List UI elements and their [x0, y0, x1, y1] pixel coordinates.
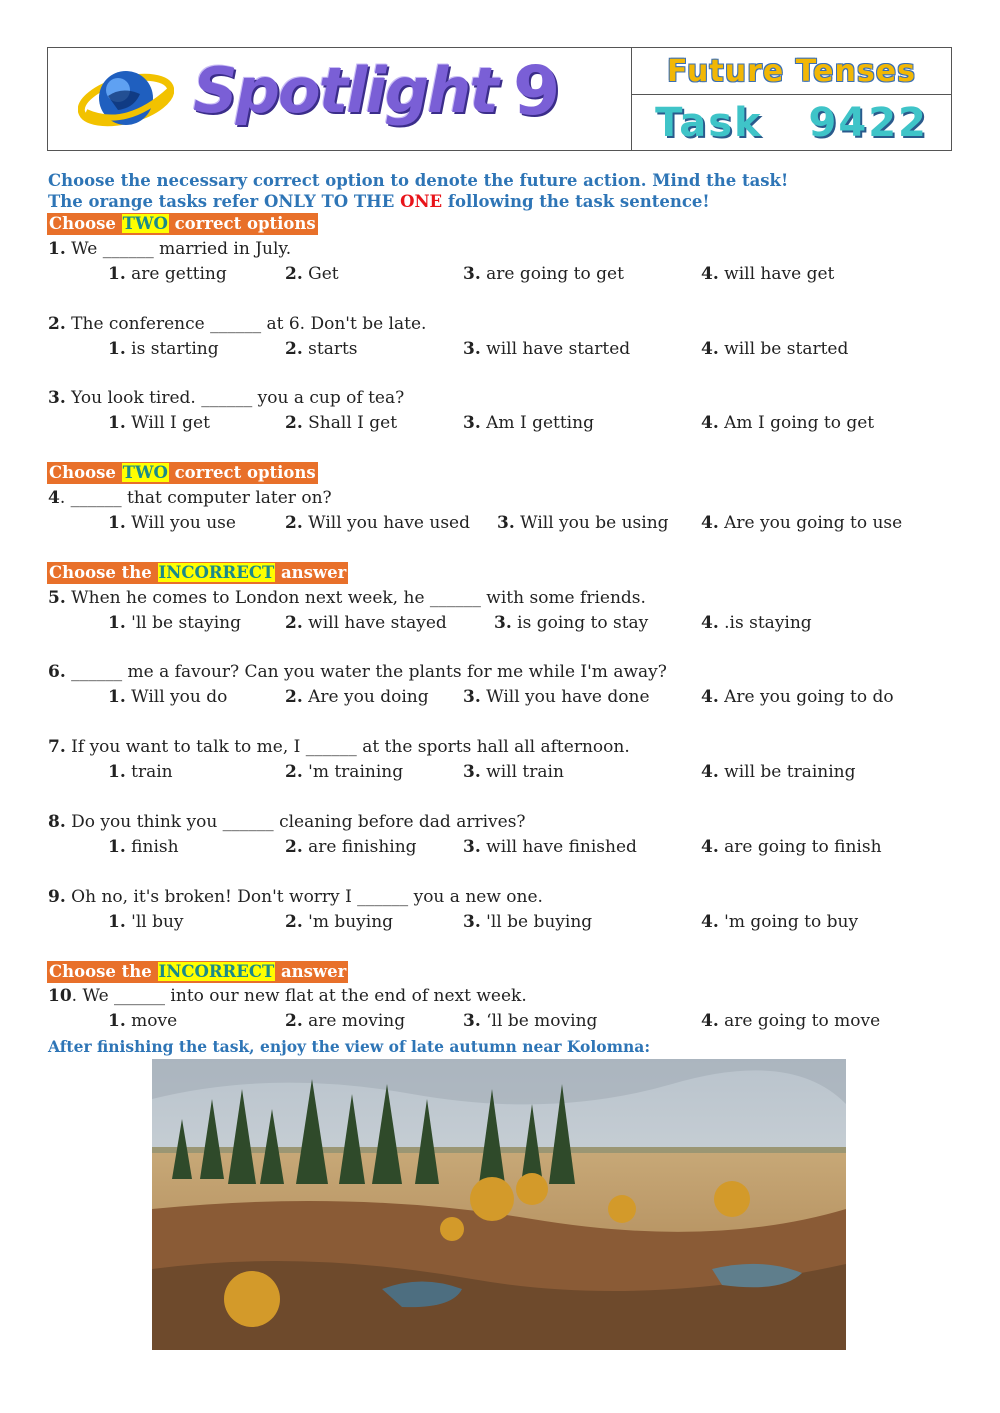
option-number: 1. [108, 264, 126, 284]
instruction-line-1: Choose the necessary correct option to denote the future action. Mind the task! [48, 171, 789, 190]
option-text: are finishing [302, 837, 417, 857]
question-sentence: When he comes to London next week, he ______ with some friends. [65, 588, 646, 608]
question-text [48, 239, 291, 259]
option-number: 1. [108, 687, 126, 707]
banner-highlight: TWO [122, 463, 168, 482]
option-number: 4. [701, 613, 719, 633]
answer-option[interactable] [285, 912, 393, 932]
option-text: 'm buying [302, 912, 394, 932]
option-text: 'll be buying [480, 912, 593, 932]
option-number: 3. [494, 613, 512, 633]
answer-option[interactable] [463, 413, 594, 433]
topic-cell [632, 48, 951, 95]
question-number: 9. [48, 887, 66, 907]
instruction-text-end: following the task sentence! [442, 192, 710, 211]
option-text: are getting [125, 264, 227, 284]
option-number: 1. [108, 339, 126, 359]
answer-option[interactable] [108, 264, 227, 284]
option-number: 2. [285, 687, 303, 707]
question-text [48, 588, 646, 608]
option-number: 4. [701, 339, 719, 359]
logo-number: 9 [513, 52, 561, 131]
question-text [48, 662, 667, 682]
question-number: 7. [48, 737, 66, 757]
question-number: 8. [48, 812, 66, 832]
question-sentence: Oh no, it's broken! Don't worry I ______ you a new one. [65, 887, 543, 907]
answer-option[interactable] [494, 613, 648, 633]
option-number: 3. [463, 339, 481, 359]
instruction-line-2 [48, 192, 710, 211]
option-number: 1. [108, 762, 126, 782]
question-text [48, 887, 543, 907]
option-number: 3. [463, 264, 481, 284]
option-text: will be training [718, 762, 856, 782]
photo-caption: After finishing the task, enjoy the view of late autumn near Kolomna: [48, 1037, 651, 1056]
task-banner [47, 961, 348, 983]
banner-highlight: INCORRECT [158, 962, 275, 981]
question-text [48, 488, 332, 508]
task-banner [47, 562, 348, 584]
option-text: finish [125, 837, 179, 857]
answer-option[interactable] [463, 339, 630, 359]
answer-option[interactable] [701, 912, 858, 932]
answer-option[interactable] [463, 762, 564, 782]
option-text: will have stayed [302, 613, 447, 633]
answer-option[interactable] [285, 837, 417, 857]
answer-option[interactable] [463, 1011, 597, 1031]
answer-option[interactable] [285, 513, 470, 533]
option-text: .is staying [718, 613, 812, 633]
option-number: 2. [285, 513, 303, 533]
option-number: 3. [463, 912, 481, 932]
option-number: 3. [463, 762, 481, 782]
instruction-text: The orange tasks refer ONLY TO THE [48, 192, 401, 211]
instruction-emphasis: ONE [400, 192, 443, 211]
option-text: 'm going to buy [718, 912, 859, 932]
banner-highlight: TWO [122, 214, 168, 233]
option-text: Get [302, 264, 339, 284]
question-number: 5. [48, 588, 66, 608]
option-number: 3. [463, 1011, 481, 1031]
answer-option[interactable] [108, 413, 210, 433]
option-number: 2. [285, 613, 303, 633]
option-text: will have finished [480, 837, 637, 857]
option-number: 1. [108, 413, 126, 433]
option-text: Am I going to get [718, 413, 875, 433]
option-text: Will you have used [302, 513, 471, 533]
option-text: Will you be using [514, 513, 669, 533]
option-number: 2. [285, 912, 303, 932]
option-number: 4. [701, 912, 719, 932]
option-number: 3. [463, 413, 481, 433]
question-number: 1. [48, 239, 66, 259]
option-number: 3. [497, 513, 515, 533]
question-sentence: We ______ married in July. [65, 239, 292, 259]
option-text: are moving [302, 1011, 406, 1031]
answer-option[interactable] [463, 687, 650, 707]
answer-option[interactable] [108, 912, 184, 932]
option-number: 1. [108, 837, 126, 857]
answer-option[interactable] [701, 264, 834, 284]
answer-option[interactable] [701, 413, 874, 433]
question-sentence: ______ me a favour? Can you water the plants for me while I'm away? [65, 662, 667, 682]
option-number: 2. [285, 837, 303, 857]
option-text: Will I get [125, 413, 210, 433]
autumn-landscape-photo [152, 1059, 846, 1350]
banner-text: Choose [49, 463, 122, 482]
option-number: 4. [701, 413, 719, 433]
option-number: 1. [108, 912, 126, 932]
option-number: 3. [463, 687, 481, 707]
question-sentence: Do you think you ______ cleaning before dad arrives? [65, 812, 526, 832]
question-sentence: You look tired. ______ you a cup of tea? [65, 388, 405, 408]
question-sentence: . ______ that computer later on? [59, 488, 332, 508]
option-number: 4. [701, 687, 719, 707]
question-text [48, 388, 404, 408]
option-number: 1. [108, 1011, 126, 1031]
option-text: starts [302, 339, 358, 359]
answer-option[interactable] [108, 762, 173, 782]
banner-text-end: answer [275, 962, 347, 981]
option-text: is starting [125, 339, 219, 359]
task-banner [47, 462, 318, 484]
option-number: 2. [285, 264, 303, 284]
logo-title: Spotlight [193, 54, 497, 127]
question-number: 2. [48, 314, 66, 334]
answer-option[interactable] [285, 687, 429, 707]
option-text: train [125, 762, 173, 782]
answer-option[interactable] [701, 762, 856, 782]
option-text: is going to stay [511, 613, 649, 633]
banner-text: Choose the [49, 563, 158, 582]
option-text: Will you have done [480, 687, 650, 707]
banner-highlight: INCORRECT [158, 563, 275, 582]
globe-icon [78, 60, 174, 138]
answer-option[interactable] [463, 837, 637, 857]
option-text: 'll be staying [125, 613, 242, 633]
option-text: are going to finish [718, 837, 882, 857]
option-number: 1. [108, 513, 126, 533]
answer-option[interactable] [285, 413, 397, 433]
option-number: 4. [701, 837, 719, 857]
answer-option[interactable] [701, 613, 812, 633]
option-number: 4. [701, 1011, 719, 1031]
option-number: 2. [285, 339, 303, 359]
option-text: Am I getting [480, 413, 594, 433]
option-text: Will you do [125, 687, 228, 707]
option-text: are going to get [480, 264, 624, 284]
banner-text-end: correct options [168, 214, 316, 233]
option-text: ‘ll be moving [480, 1011, 598, 1031]
option-text: Shall I get [302, 413, 398, 433]
answer-option[interactable] [285, 1011, 405, 1031]
answer-option[interactable] [285, 613, 447, 633]
task-cell [632, 95, 951, 150]
answer-option[interactable] [701, 837, 882, 857]
question-number: 6. [48, 662, 66, 682]
answer-option[interactable] [108, 837, 179, 857]
answer-option[interactable] [285, 762, 403, 782]
task-number: Task 9422 [655, 99, 928, 146]
question-sentence: . We ______ into our new flat at the end of next week. [71, 986, 527, 1006]
answer-option[interactable] [108, 513, 236, 533]
option-text: Will you use [125, 513, 236, 533]
option-text: Are you going to do [718, 687, 894, 707]
option-text: will be started [718, 339, 849, 359]
option-text: are going to move [718, 1011, 881, 1031]
banner-text-end: answer [275, 563, 347, 582]
question-text [48, 812, 526, 832]
answer-option[interactable] [463, 264, 624, 284]
option-text: will have get [718, 264, 835, 284]
option-text: 'll buy [125, 912, 184, 932]
banner-text: Choose [49, 214, 122, 233]
task-banner [47, 213, 318, 235]
answer-option[interactable] [108, 687, 227, 707]
option-text: will have started [480, 339, 631, 359]
option-number: 4. [701, 513, 719, 533]
question-number: 4 [48, 488, 60, 508]
question-text [48, 986, 527, 1006]
question-number: 10 [48, 986, 72, 1006]
answer-option[interactable] [701, 513, 902, 533]
answer-option[interactable] [463, 912, 592, 932]
answer-option[interactable] [497, 513, 669, 533]
option-text: will train [480, 762, 564, 782]
banner-text-end: correct options [168, 463, 316, 482]
option-number: 2. [285, 413, 303, 433]
worksheet-header [47, 47, 952, 151]
answer-option[interactable] [108, 613, 241, 633]
question-sentence: The conference ______ at 6. Don't be late. [65, 314, 427, 334]
option-text: 'm training [302, 762, 404, 782]
option-text: Are you doing [302, 687, 429, 707]
topic-title: Future Tenses [667, 53, 916, 89]
option-text: Are you going to use [718, 513, 903, 533]
option-number: 3. [463, 837, 481, 857]
option-number: 1. [108, 613, 126, 633]
answer-option[interactable] [285, 339, 358, 359]
logo-area [48, 48, 632, 150]
answer-option[interactable] [108, 339, 219, 359]
answer-option[interactable] [285, 264, 339, 284]
answer-option[interactable] [701, 339, 848, 359]
option-number: 2. [285, 762, 303, 782]
banner-text: Choose the [49, 962, 158, 981]
question-text [48, 314, 426, 334]
question-number: 3. [48, 388, 66, 408]
option-number: 4. [701, 762, 719, 782]
option-text: move [125, 1011, 178, 1031]
option-number: 2. [285, 1011, 303, 1031]
question-sentence: If you want to talk to me, I ______ at the sports hall all afternoon. [65, 737, 630, 757]
question-text [48, 737, 630, 757]
answer-option[interactable] [108, 1011, 177, 1031]
answer-option[interactable] [701, 687, 894, 707]
answer-option[interactable] [701, 1011, 880, 1031]
option-number: 4. [701, 264, 719, 284]
